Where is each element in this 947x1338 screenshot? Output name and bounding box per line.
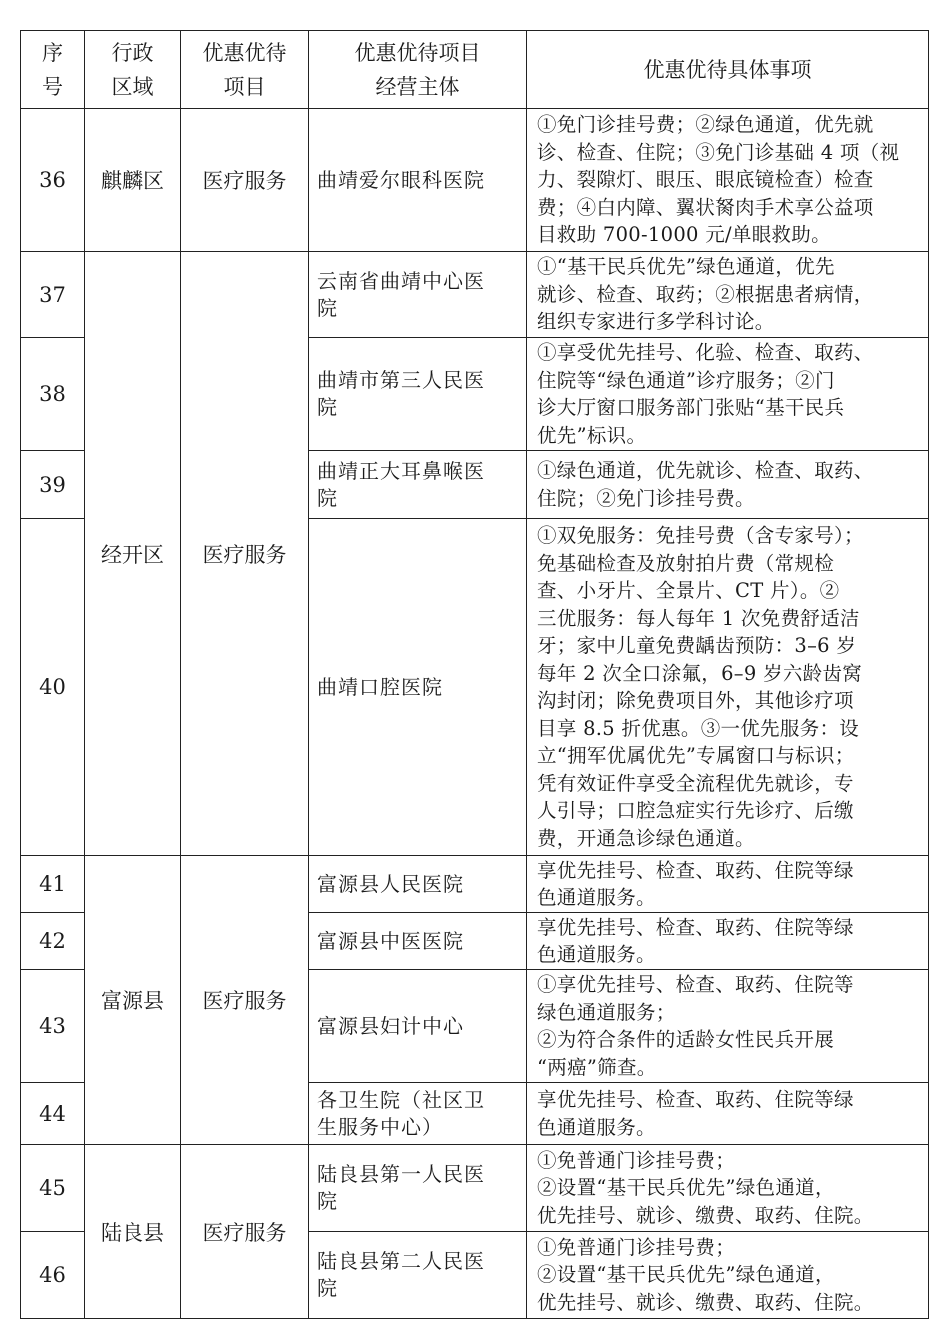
row-number: 38 <box>21 338 85 451</box>
entity-line: 云南省曲靖中心医 <box>317 268 485 293</box>
detail-line: 凭有效证件享受全流程优先就诊，专 <box>537 771 854 795</box>
detail-line: 优先”标识。 <box>537 423 647 447</box>
entity-line: 富源县中医医院 <box>317 928 464 953</box>
table-row <box>21 109 929 252</box>
header-seq-line: 序 <box>42 40 63 65</box>
detail-cell <box>527 252 929 338</box>
detail-line: ①免普通门诊挂号费； <box>537 1235 736 1259</box>
detail-line: 就诊、检查、取药；②根据患者病情， <box>537 282 874 306</box>
detail-line: ①享优先挂号、检查、取药、住院等 <box>537 973 854 996</box>
detail-cell <box>527 519 929 856</box>
header-detail <box>527 31 929 109</box>
entity-cell <box>309 856 527 913</box>
header-item <box>181 31 309 109</box>
entity-cell <box>309 451 527 519</box>
detail-line: 色通道服务。 <box>537 886 656 909</box>
detail-line: ①双免服务：免挂号费（含专家号）； <box>537 524 864 547</box>
region-cell: 陆良县 <box>85 1145 181 1319</box>
row-number: 46 <box>21 1232 85 1319</box>
region-cell: 经开区 <box>85 252 181 856</box>
detail-cell <box>527 856 929 913</box>
detail-line: 享优先挂号、检查、取药、住院等绿 <box>537 1088 854 1111</box>
entity-cell <box>309 1083 527 1145</box>
detail-line: ①“基干民兵优先”绿色通道，优先 <box>537 255 835 279</box>
detail-line: 牙；家中儿童免费龋齿预防：3–6 岁 <box>537 634 857 657</box>
detail-line: ②为符合条件的适龄女性民兵开展 <box>537 1028 835 1051</box>
detail-line: ①免普通门诊挂号费； <box>537 1148 736 1172</box>
entity-line: 曲靖爱尔眼科医院 <box>317 167 485 192</box>
detail-line: ②设置“基干民兵优先”绿色通道， <box>537 1263 835 1287</box>
detail-line: 色通道服务。 <box>537 1115 656 1139</box>
detail-cell <box>527 338 929 451</box>
header-region <box>85 31 181 109</box>
detail-line: 人引导；口腔急症实行先诊疗、后缴 <box>537 799 854 822</box>
entity-cell <box>309 338 527 451</box>
item-cell: 医疗服务 <box>181 856 309 1145</box>
item-cell: 医疗服务 <box>181 252 309 856</box>
header-seq <box>21 31 85 109</box>
item-cell: 医疗服务 <box>181 1145 309 1319</box>
detail-line: ②设置“基干民兵优先”绿色通道， <box>537 1176 835 1200</box>
header-entity <box>309 31 527 109</box>
detail-line: 沟封闭；除免费项目外，其他诊疗项 <box>537 689 854 712</box>
detail-line: 目享 8.5 折优惠。③一优先服务：设 <box>537 716 860 740</box>
entity-cell <box>309 252 527 338</box>
detail-line: ①绿色通道，优先就诊、检查、取药、 <box>537 459 874 482</box>
detail-line: ①免门诊挂号费；②绿色通道，优先就 <box>537 113 874 137</box>
detail-cell <box>527 109 929 252</box>
header-seq-line: 号 <box>42 74 63 99</box>
header-item-line: 项目 <box>223 74 266 99</box>
header-item-line: 优惠优待 <box>202 40 287 65</box>
detail-line: 查、小牙片、全景片、CT 片）。② <box>537 579 840 602</box>
entity-line: 富源县妇计中心 <box>317 1013 464 1038</box>
detail-line: 享优先挂号、检查、取药、住院等绿 <box>537 858 854 882</box>
detail-line: 免基础检查及放射拍片费（常规检 <box>537 551 835 575</box>
detail-line: 组织专家进行多学科讨论。 <box>537 310 775 334</box>
detail-line: 住院等“绿色通道”诊疗服务；②门 <box>537 368 835 392</box>
detail-cell <box>527 1083 929 1145</box>
detail-line: 费，开通急诊绿色通道。 <box>537 826 755 850</box>
detail-line: 色通道服务。 <box>537 943 656 966</box>
detail-line: 诊大厅窗口服务部门张贴“基干民兵 <box>537 396 845 419</box>
table-row <box>21 252 929 338</box>
region-cell: 麒麟区 <box>85 109 181 252</box>
entity-line: 陆良县第一人民医 <box>317 1162 485 1186</box>
detail-cell <box>527 451 929 519</box>
detail-line: ①享受优先挂号、化验、检查、取药、 <box>537 341 874 364</box>
detail-line: 优先挂号、就诊、缴费、取药、住院。 <box>537 1290 874 1314</box>
entity-cell <box>309 109 527 252</box>
detail-line: 享优先挂号、检查、取药、住院等绿 <box>537 915 854 939</box>
entity-line: 生服务中心） <box>317 1114 443 1139</box>
detail-line: 诊、检查、住院；③免门诊基础 4 项（视 <box>537 140 900 164</box>
entity-line: 院 <box>317 1189 338 1213</box>
entity-line: 曲靖口腔医院 <box>317 674 443 699</box>
table-header-row <box>21 31 929 109</box>
table-row <box>21 1145 929 1232</box>
header-detail-text: 优惠优待具体事项 <box>643 57 812 82</box>
detail-line: 三优服务：每人每年 1 次免费舒适洁 <box>537 606 860 630</box>
entity-cell <box>309 970 527 1083</box>
detail-line: 立“拥军优属优先”专属窗口与标识； <box>537 744 855 767</box>
row-number: 37 <box>21 252 85 338</box>
detail-line: 力、裂隙灯、眼压、眼底镜检查）检查 <box>537 168 874 192</box>
entity-line: 陆良县第二人民医 <box>317 1249 485 1273</box>
region-cell: 富源县 <box>85 856 181 1145</box>
detail-line: 每年 2 次全口涂氟，6–9 岁六龄齿窝 <box>537 661 863 685</box>
detail-cell <box>527 1145 929 1232</box>
header-entity-line: 优惠优待项目 <box>354 40 481 65</box>
entity-cell <box>309 519 527 856</box>
benefits-table <box>20 30 929 1319</box>
row-number: 43 <box>21 970 85 1083</box>
detail-cell <box>527 1232 929 1319</box>
detail-line: 绿色通道服务； <box>537 1000 676 1024</box>
entity-line: 院 <box>317 395 338 419</box>
entity-line: 曲靖市第三人民医 <box>317 368 485 392</box>
table-row <box>21 856 929 913</box>
entity-line: 院 <box>317 485 338 510</box>
row-number: 36 <box>21 109 85 252</box>
detail-line: 费；④白内障、翼状胬肉手术享公益项 <box>537 195 874 219</box>
entity-line: 富源县人民医院 <box>317 871 464 896</box>
row-number: 44 <box>21 1083 85 1145</box>
header-region-line: 行政 <box>111 40 154 65</box>
detail-cell <box>527 913 929 970</box>
row-number: 45 <box>21 1145 85 1232</box>
detail-line: “两癌”筛查。 <box>537 1055 657 1079</box>
item-cell: 医疗服务 <box>181 109 309 252</box>
entity-line: 院 <box>317 1276 338 1300</box>
detail-line: 优先挂号、就诊、缴费、取药、住院。 <box>537 1203 874 1227</box>
entity-cell <box>309 1145 527 1232</box>
header-region-line: 区域 <box>111 74 154 99</box>
entity-line: 曲靖正大耳鼻喉医 <box>317 458 485 483</box>
detail-cell <box>527 970 929 1083</box>
detail-line: 住院；②免门诊挂号费。 <box>537 486 755 510</box>
entity-line: 院 <box>317 295 338 320</box>
row-number: 41 <box>21 856 85 913</box>
detail-line: 目救助 700-1000 元/单眼救助。 <box>537 223 831 247</box>
header-entity-line: 经营主体 <box>375 74 460 99</box>
entity-cell <box>309 1232 527 1319</box>
entity-cell <box>309 913 527 970</box>
row-number: 40 <box>21 519 85 856</box>
row-number: 39 <box>21 451 85 519</box>
row-number: 42 <box>21 913 85 970</box>
entity-line: 各卫生院（社区卫 <box>317 1087 485 1112</box>
